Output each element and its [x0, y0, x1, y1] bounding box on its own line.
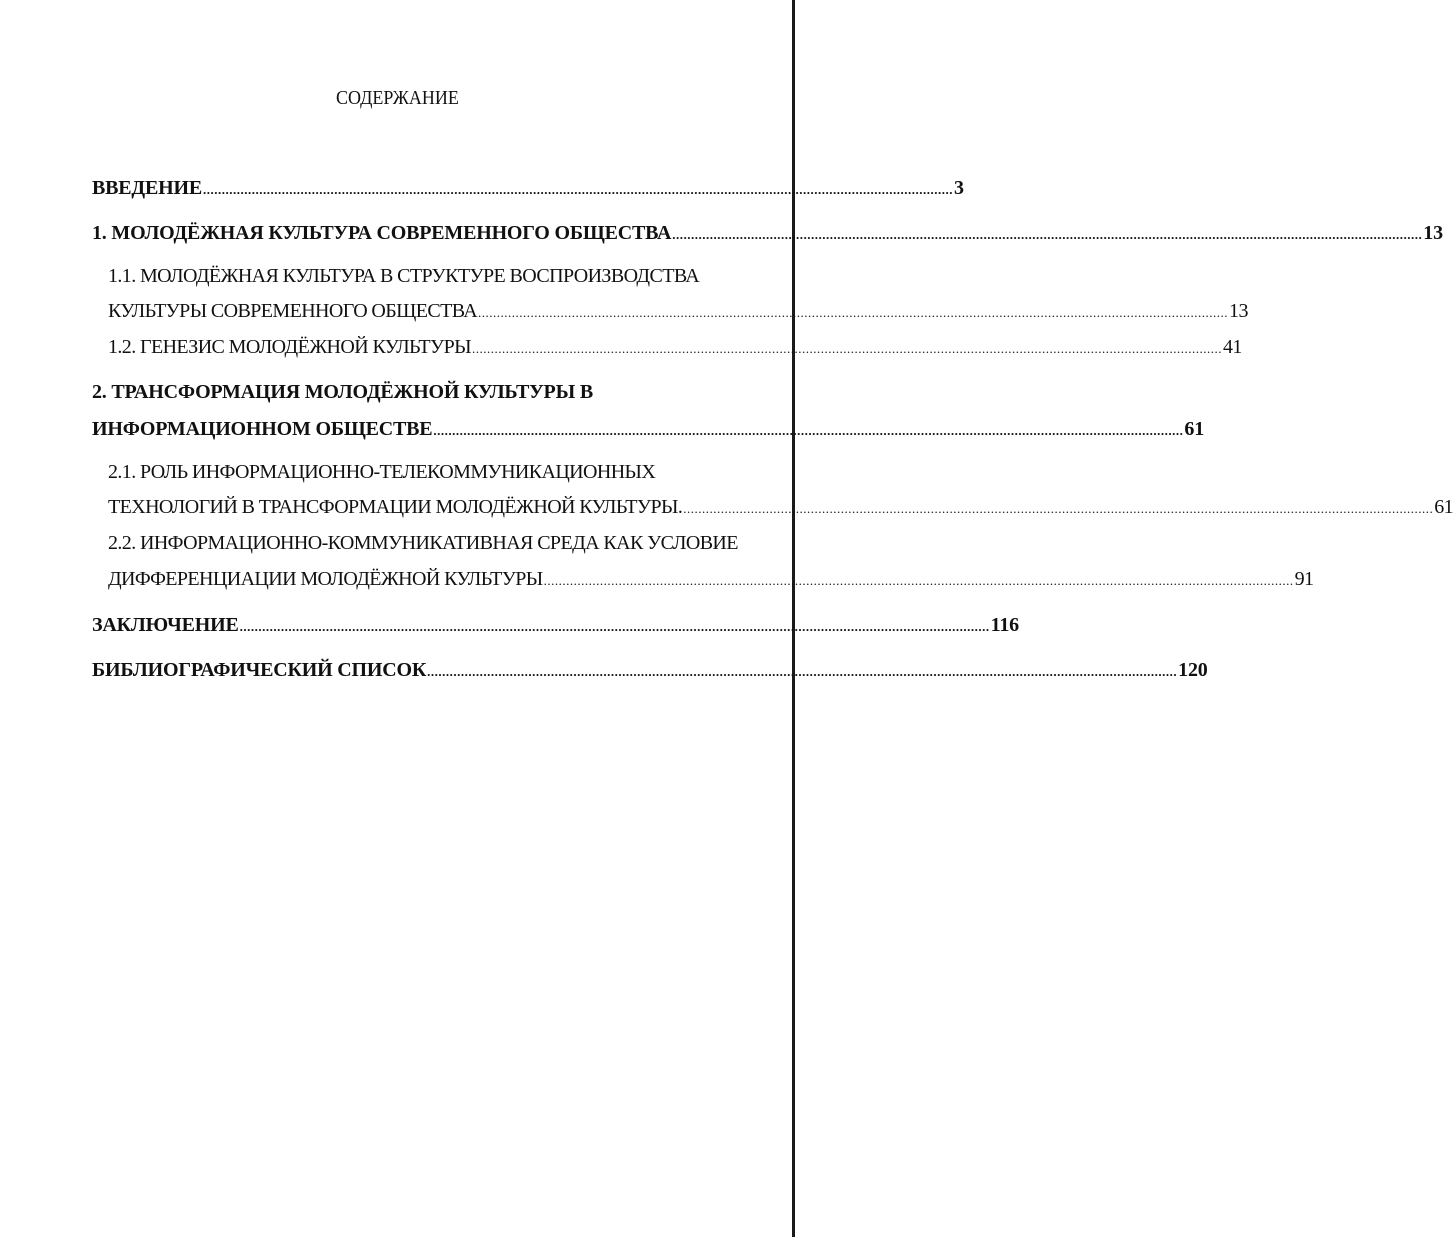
toc-leader-dots: ........................................................................................................................................................................................................: [543, 573, 1294, 588]
toc-entry-label: ЗАКЛЮЧЕНИЕ: [92, 614, 239, 636]
toc-entry-label: ИНФОРМАЦИОННОМ ОБЩЕСТВЕ: [92, 418, 433, 440]
toc-leader-dots: ........................................................................................................................................................................................................: [239, 619, 990, 634]
toc-entry-label: 2.2. ИНФОРМАЦИОННО-КОММУНИКАТИВНАЯ СРЕДА КАК УСЛОВИЕ: [108, 532, 738, 554]
toc-page-number: 116: [990, 614, 1019, 636]
toc-entry-conclusion[interactable]: [92, 614, 1019, 637]
toc-page-number: 120: [1178, 659, 1208, 681]
toc-entry-2-1-line-1[interactable]: [108, 461, 655, 484]
toc-entry-label: 2.1. РОЛЬ ИНФОРМАЦИОННО-ТЕЛЕКОММУНИКАЦИОННЫХ: [108, 461, 656, 483]
toc-page-number: 61: [1434, 496, 1453, 518]
toc-leader-dots: ........................................................................................................................................................................................................: [427, 664, 1178, 679]
toc-page-number: 91: [1294, 568, 1314, 590]
toc-entry-label: КУЛЬТУРЫ СОВРЕМЕННОГО ОБЩЕСТВА: [108, 300, 478, 322]
toc-entry-chapter-1[interactable]: [92, 222, 1443, 245]
toc-leader-dots: ........................................................................................................................................................................................................: [202, 182, 953, 197]
toc-page-number: 13: [1229, 300, 1248, 322]
toc-page-number: 3: [953, 177, 964, 199]
toc-entry-label: ВВЕДЕНИЕ: [92, 177, 202, 199]
toc-leader-dots: ........................................................................................................................................................................................................: [683, 501, 1434, 516]
toc-entry-2-2-line-1[interactable]: [108, 532, 738, 555]
page-title: СОДЕРЖАНИЕ: [336, 87, 459, 109]
toc-leader-dots: ........................................................................................................................................................................................................: [433, 423, 1184, 438]
toc-entry-label: 1.2. ГЕНЕЗИС МОЛОДЁЖНОЙ КУЛЬТУРЫ: [108, 336, 471, 358]
toc-entry-chapter-2-line-1[interactable]: [92, 381, 593, 404]
toc-page-number: 61: [1184, 418, 1205, 440]
toc-leader-dots: ........................................................................................................................................................................................................: [672, 227, 1423, 242]
toc-leader-dots: ........................................................................................................................................................................................................: [471, 341, 1222, 356]
toc-entry-1-1-line-1[interactable]: [108, 265, 699, 288]
toc-entry-label: 2. ТРАНСФОРМАЦИЯ МОЛОДЁЖНОЙ КУЛЬТУРЫ В: [92, 381, 593, 403]
toc-leader-dots: ........................................................................................................................................................................................................: [478, 305, 1229, 320]
toc-entry-label: ДИФФЕРЕНЦИАЦИИ МОЛОДЁЖНОЙ КУЛЬТУРЫ: [108, 568, 543, 590]
toc-entry-2-2-line-2[interactable]: [108, 568, 1314, 591]
toc-entry-intro[interactable]: [92, 177, 964, 200]
toc-entry-label: ТЕХНОЛОГИЙ В ТРАНСФОРМАЦИИ МОЛОДЁЖНОЙ КУЛЬТУРЫ.: [108, 496, 683, 518]
toc-entry-chapter-2-line-2[interactable]: [92, 418, 1205, 441]
toc-entry-label: БИБЛИОГРАФИЧЕСКИЙ СПИСОК: [92, 659, 427, 681]
toc-entry-1-2[interactable]: [108, 336, 1242, 359]
toc-entry-1-1-line-2[interactable]: [108, 300, 1248, 323]
toc-page-number: 41: [1222, 336, 1242, 358]
toc-entry-2-1-line-2[interactable]: [108, 496, 1453, 519]
toc-page-number: 13: [1423, 222, 1443, 244]
toc-entry-label: 1.1. МОЛОДЁЖНАЯ КУЛЬТУРА В СТРУКТУРЕ ВОСПРОИЗВОДСТВА: [108, 265, 700, 287]
toc-entry-bibliography[interactable]: [92, 659, 1208, 682]
toc-entry-label: 1. МОЛОДЁЖНАЯ КУЛЬТУРА СОВРЕМЕННОГО ОБЩЕСТВА: [92, 222, 672, 244]
